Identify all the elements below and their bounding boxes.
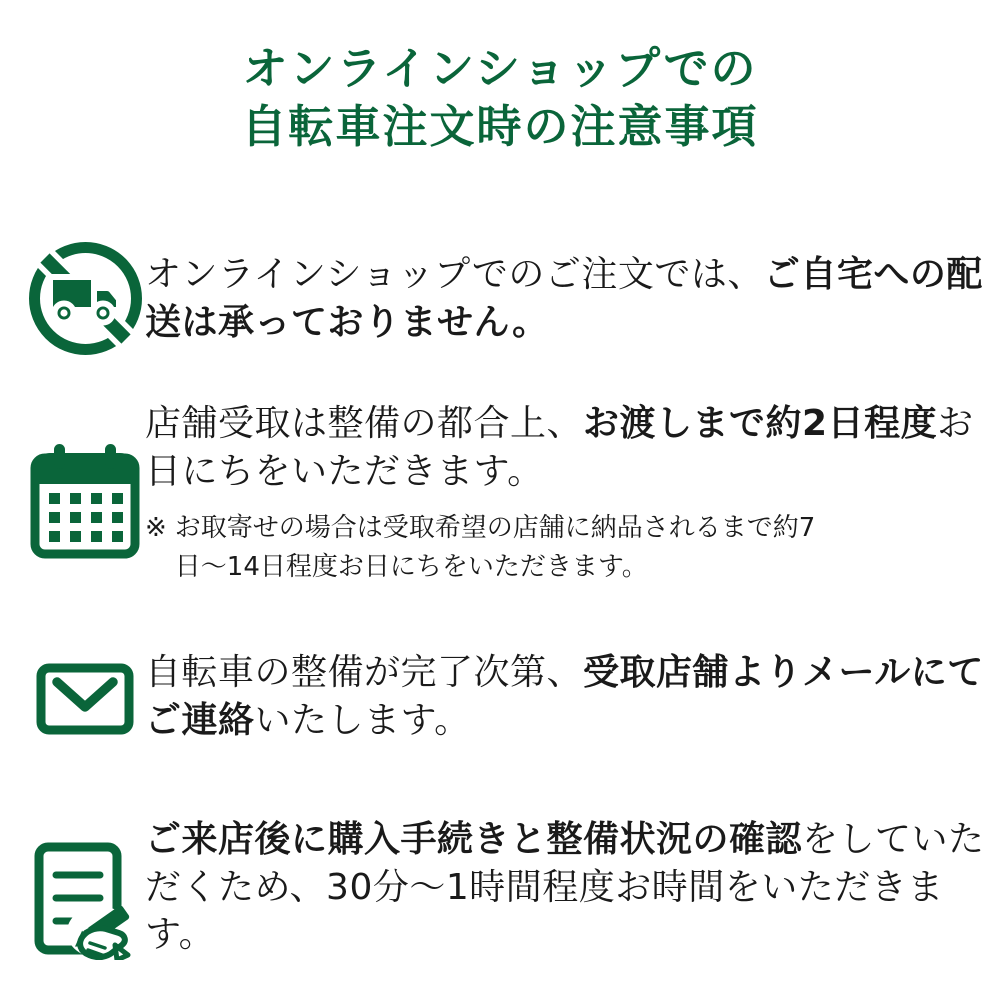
note-text: お取寄せの場合は受取希望の店舗に納品されるまで約7日〜14日程度お日にちをいただきます。: [174, 513, 816, 583]
section-no-home-delivery: [25, 241, 985, 356]
document-signing-icon: [25, 816, 145, 960]
calendar-icon: [25, 400, 145, 559]
page-title-line2: 自転車注文時の注意事項: [241, 99, 759, 153]
backorder-note: [145, 509, 985, 587]
section-instore-procedure: [25, 816, 985, 960]
no-home-delivery-truck-icon: [25, 241, 145, 356]
no-home-delivery-text: オンラインショップでのご注文では、ご自宅への配送は承っておりません。: [145, 254, 983, 343]
page-title: [0, 0, 1000, 155]
instore-procedure-text: ご来店後に購入手続きと整備状況の確認をしていただくため、30分〜1時間程度お時間をいただきます。: [145, 819, 985, 956]
pickup-lead-time-text: 店舗受取は整備の都合上、お渡しまで約2日程度お日にちをいただきます。: [145, 403, 974, 492]
section-pickup-lead-time: [25, 400, 985, 587]
page-title-line1: オンラインショップでの: [242, 42, 758, 95]
envelope-icon: [25, 649, 145, 735]
email-notification-text: 自転車の整備が完了次第、受取店舗よりメールにてご連絡いたします。: [145, 652, 984, 741]
pickup-lead-time-text-block: [145, 400, 985, 587]
section-email-notification: [25, 649, 985, 744]
note-marker: ※: [145, 513, 167, 544]
notice-sections: [0, 241, 1000, 960]
